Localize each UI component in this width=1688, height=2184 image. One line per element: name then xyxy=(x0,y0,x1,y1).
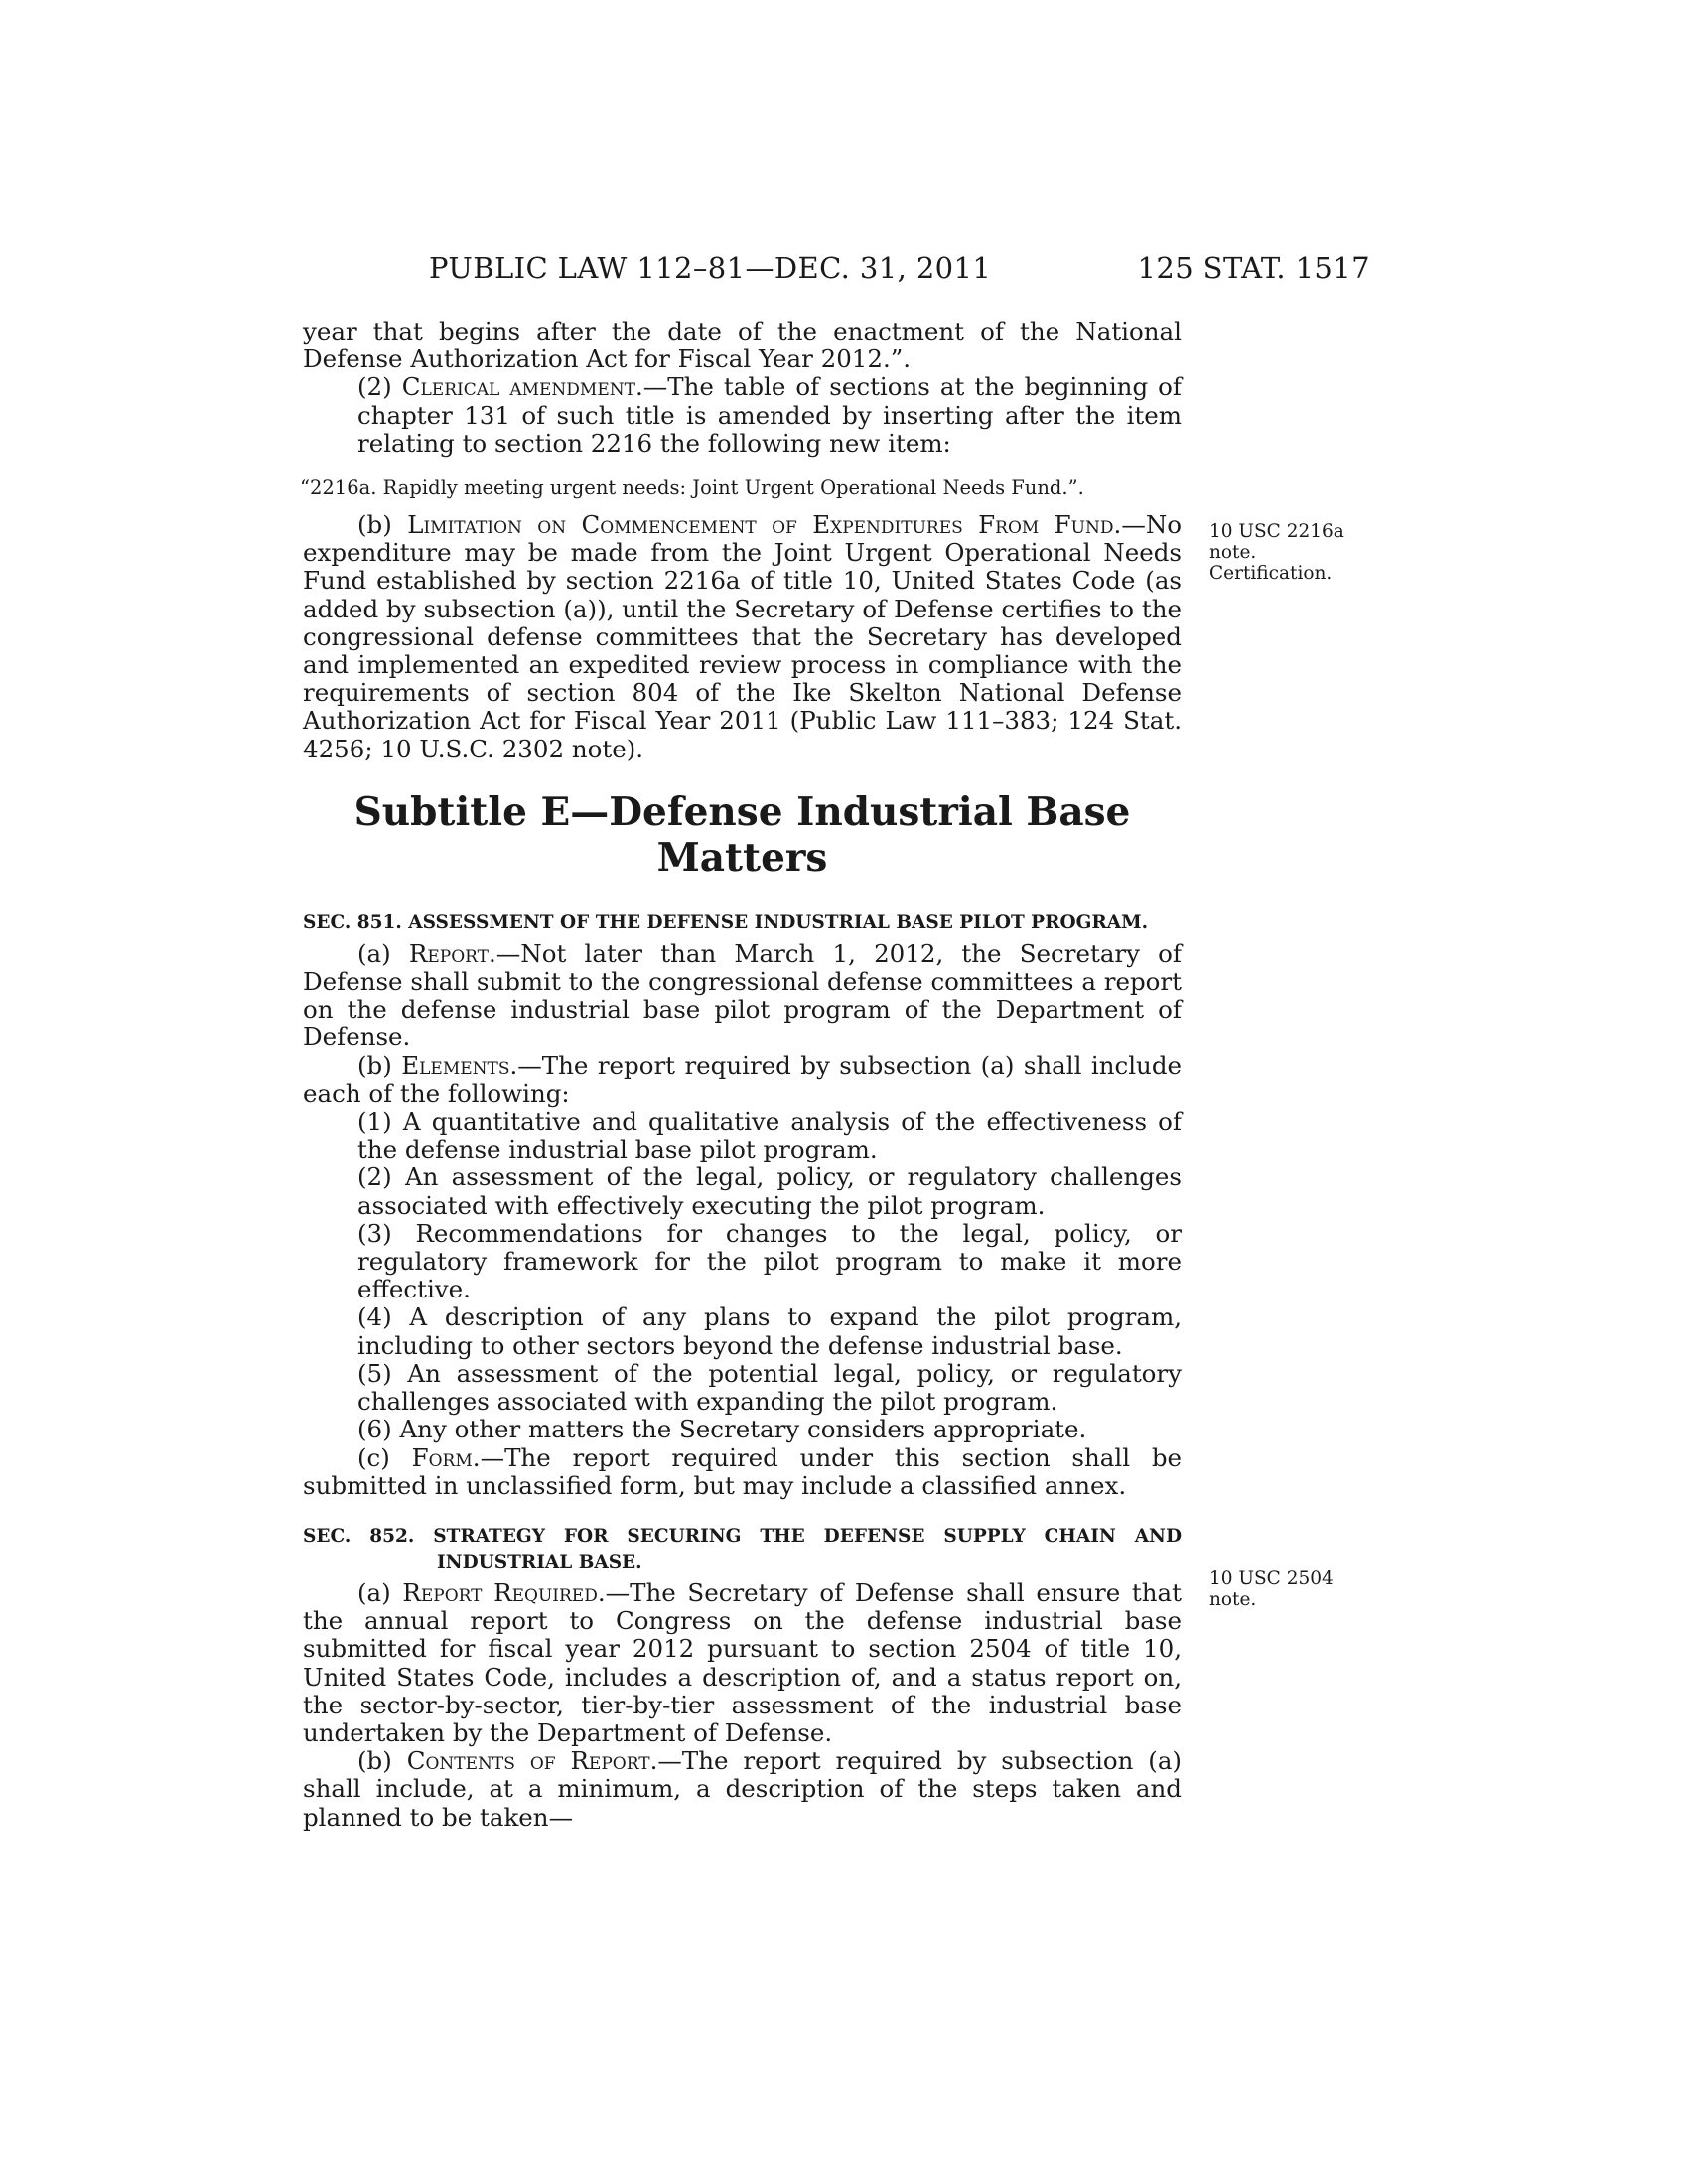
paragraph-heading: Elements xyxy=(401,1050,510,1080)
section-851-heading: SEC. 851. ASSESSMENT OF THE DEFENSE INDUSTRIAL BASE PILOT PROGRAM. xyxy=(303,911,1149,933)
paragraph-label: (c) xyxy=(357,1442,412,1472)
paragraph-text: .—Not later than March 1, 2012, the Secretary of Defense shall submit to the congressional defense committees a report on the defense industrial base pilot program of the Department of Defense. xyxy=(303,938,1182,1052)
margin-note-2504 xyxy=(1209,1569,1358,1610)
paragraph-heading: Form xyxy=(411,1442,473,1472)
paragraph-heading: Clerical amendment xyxy=(401,372,635,402)
table-of-sections-item: “2216a. Rapidly meeting urgent needs: Joint Urgent Operational Needs Fund.”. xyxy=(300,477,1084,500)
list-item: (5) An assessment of the potential legal, policy, or regulatory challenges associated with expanding the pilot program. xyxy=(357,1358,1182,1417)
paragraph-label: (b) xyxy=(357,1746,407,1776)
clerical-amendment-paragraph xyxy=(303,373,1182,458)
list-item: (6) Any other matters the Secretary considers appropriate. xyxy=(357,1415,1087,1444)
paragraph-heading: Report Required xyxy=(402,1577,598,1607)
list-item: (4) A description of any plans to expand the pilot program, including to other sectors beyond the defense industrial base. xyxy=(357,1302,1182,1360)
paragraph-label: (a) xyxy=(357,1577,403,1607)
margin-note-line: 10 USC 2504 xyxy=(1209,1569,1334,1589)
paragraph-text: .—The report required by subsection (a) shall include, at a minimum, a description of the steps taken and planned to be taken— xyxy=(303,1746,1182,1832)
continuation-paragraph: year that begins after the date of the enactment of the National Defense Authorization Act for Fiscal Year 2012.”. xyxy=(303,317,1182,374)
paragraph-heading: Report xyxy=(408,938,489,968)
sec852-contents-paragraph xyxy=(303,1747,1182,1832)
list-item: (2) An assessment of the legal, policy, or regulatory challenges associated with effectively executing the pilot program. xyxy=(357,1162,1182,1220)
sec851-form-paragraph xyxy=(303,1444,1182,1500)
paragraph-heading: Limitation on Commencement of Expenditures From Fund xyxy=(407,510,1114,540)
document-body xyxy=(300,317,1183,1832)
limitation-paragraph xyxy=(303,511,1182,763)
paragraph-text: .—The report required by subsection (a) shall include each of the following: xyxy=(303,1050,1183,1108)
margin-note-2216a xyxy=(1209,521,1358,584)
paragraph-text: .—The report required under this section shall be submitted in unclassified form, but may include a classified annex. xyxy=(303,1442,1182,1500)
sec851-elements-paragraph xyxy=(303,1052,1182,1108)
margin-note-line: Certification. xyxy=(1209,563,1333,584)
sec852-report-required-paragraph xyxy=(303,1579,1182,1747)
margin-note-line: note. xyxy=(1209,542,1257,563)
paragraph-heading: Contents of Report xyxy=(406,1746,650,1776)
paragraph-text: .—No expenditure may be made from the Joint Urgent Operational Needs Fund established by section 2216a of title 10, United States Code (as added by subsection (a)), until the Secretary of Defense certifies to the congressional defense committees that the Secretary has developed and implemented an expedited review process in compliance with the requirements of section 804 of the Ike Skelton National Defense Authorization Act for Fiscal Year 2011 (Public Law 111–383; 124 Stat. 4256; 10 U.S.C. 2302 note). xyxy=(303,510,1183,763)
statute-page-number: 125 STAT. 1517 xyxy=(1137,251,1370,285)
public-law-title: PUBLIC LAW 112–81—DEC. 31, 2011 xyxy=(429,251,992,285)
paragraph-label: (b) xyxy=(357,510,408,540)
section-852-heading: SEC. 852. STRATEGY FOR SECURING THE DEFENSE SUPPLY CHAIN AND INDUSTRIAL BASE. xyxy=(303,1525,1182,1572)
margin-note-line: 10 USC 2216a xyxy=(1209,521,1344,542)
spacer xyxy=(303,1500,1182,1514)
list-item: (3) Recommendations for changes to the legal, policy, or regulatory framework for the pilot program to make it more effective. xyxy=(357,1218,1182,1304)
paragraph-text: .—The Secretary of Defense shall ensure that the annual report to Congress on the defense industrial base submitted for fiscal year 2012 pursuant to section 2504 of title 10, United States Code, includes a description of, and a status report on, the sector-by-sector, tier-by-tier assessment of the industrial base undertaken by the Department of Defense. xyxy=(303,1577,1182,1747)
paragraph-label: (2) xyxy=(357,372,402,402)
paragraph-label: (a) xyxy=(357,938,409,968)
sec851-report-paragraph xyxy=(303,940,1182,1052)
subtitle-heading: Subtitle E—Defense Industrial Base Matters xyxy=(353,788,1131,881)
paragraph-text: .—The table of sections at the beginning of chapter 131 of such title is amended by inserting after the item relating to section 2216 the following new item: xyxy=(357,372,1182,458)
paragraph-label: (b) xyxy=(357,1050,402,1080)
list-item: (1) A quantitative and qualitative analysis of the effectiveness of the defense industrial base pilot program. xyxy=(357,1107,1182,1164)
margin-note-line: note. xyxy=(1209,1589,1257,1610)
